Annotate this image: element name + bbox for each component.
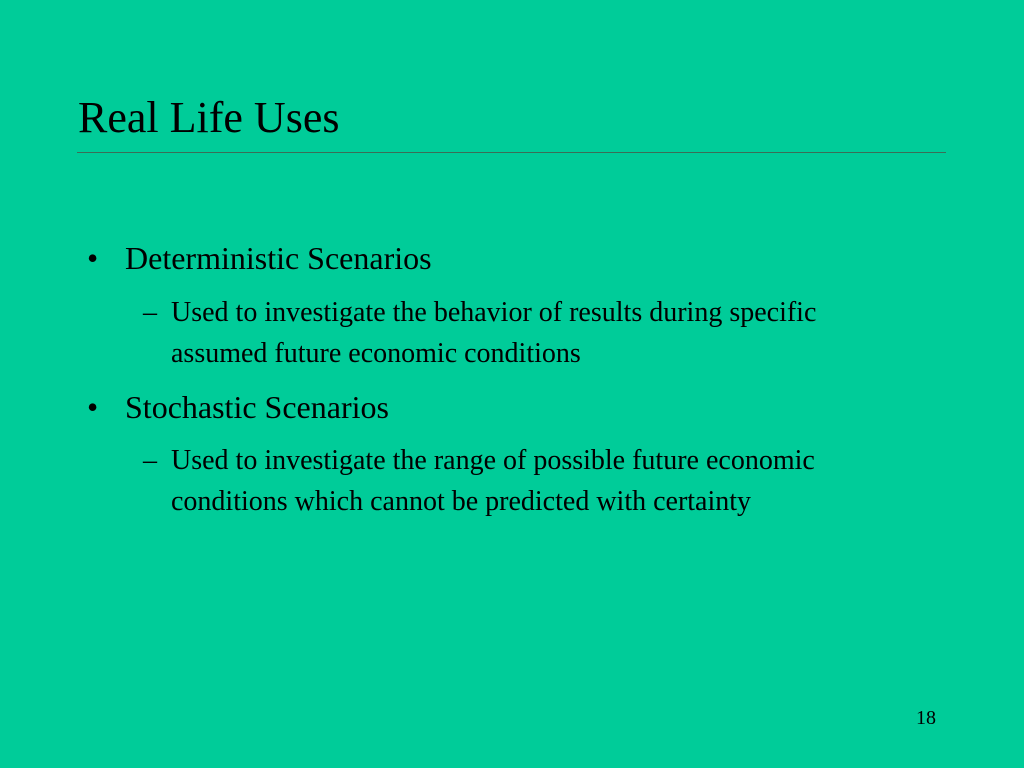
bullet-detail: Used to investigate the range of possible future economic conditions which cannot be predicted with certainty bbox=[171, 445, 815, 517]
dash-icon: – bbox=[143, 445, 157, 476]
dash-icon: – bbox=[143, 297, 157, 328]
slide-title: Real Life Uses bbox=[78, 93, 340, 142]
bullet-icon: • bbox=[87, 389, 99, 425]
page-number: 18 bbox=[916, 707, 936, 729]
bullet-icon: • bbox=[87, 240, 99, 276]
bullet-detail: Used to investigate the behavior of results during specific assumed future economic conditions bbox=[171, 297, 817, 369]
title-divider bbox=[77, 152, 946, 153]
bullet-heading: Deterministic Scenarios bbox=[125, 240, 432, 276]
bullet-heading: Stochastic Scenarios bbox=[125, 389, 389, 425]
